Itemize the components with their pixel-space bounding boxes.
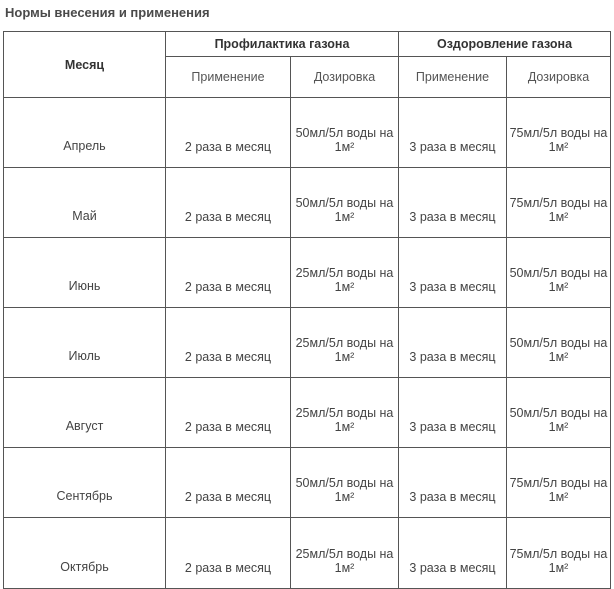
recovery-dosage-cell: 50мл/5л воды на 1м² [507, 378, 611, 448]
prevention-dosage-header: Дозировка [291, 57, 399, 98]
prevention-dosage-cell: 25мл/5л воды на 1м² [291, 238, 399, 308]
recovery-group-header: Оздоровление газона [399, 32, 611, 57]
prevention-usage-cell: 2 раза в месяц [166, 168, 291, 238]
table-body [4, 98, 611, 589]
header-row-groups [4, 32, 611, 57]
prevention-usage-cell: 2 раза в месяц [166, 98, 291, 168]
prevention-dosage-cell: 25мл/5л воды на 1м² [291, 308, 399, 378]
recovery-dosage-cell: 75мл/5л воды на 1м² [507, 448, 611, 518]
table-row [4, 98, 611, 168]
recovery-usage-cell: 3 раза в месяц [399, 448, 507, 518]
recovery-usage-cell: 3 раза в месяц [399, 378, 507, 448]
prevention-usage-cell: 2 раза в месяц [166, 378, 291, 448]
month-cell: Сентябрь [4, 448, 166, 518]
table-row [4, 518, 611, 589]
table-row [4, 168, 611, 238]
month-cell: Май [4, 168, 166, 238]
recovery-dosage-cell: 50мл/5л воды на 1м² [507, 238, 611, 308]
prevention-usage-cell: 2 раза в месяц [166, 518, 291, 589]
page-title: Нормы внесения и применения [5, 5, 210, 20]
prevention-dosage-cell: 50мл/5л воды на 1м² [291, 448, 399, 518]
month-cell: Август [4, 378, 166, 448]
prevention-dosage-cell: 50мл/5л воды на 1м² [291, 98, 399, 168]
recovery-dosage-header: Дозировка [507, 57, 611, 98]
recovery-dosage-cell: 75мл/5л воды на 1м² [507, 168, 611, 238]
recovery-usage-cell: 3 раза в месяц [399, 168, 507, 238]
prevention-usage-cell: 2 раза в месяц [166, 238, 291, 308]
application-norms-table [3, 31, 611, 589]
table-row [4, 448, 611, 518]
recovery-dosage-cell: 75мл/5л воды на 1м² [507, 518, 611, 589]
prevention-usage-header: Применение [166, 57, 291, 98]
prevention-group-header: Профилактика газона [166, 32, 399, 57]
month-column-header: Месяц [4, 32, 166, 98]
recovery-usage-cell: 3 раза в месяц [399, 98, 507, 168]
month-cell: Июль [4, 308, 166, 378]
prevention-dosage-cell: 50мл/5л воды на 1м² [291, 168, 399, 238]
prevention-dosage-cell: 25мл/5л воды на 1м² [291, 518, 399, 589]
recovery-usage-header: Применение [399, 57, 507, 98]
recovery-usage-cell: 3 раза в месяц [399, 308, 507, 378]
month-cell: Апрель [4, 98, 166, 168]
prevention-usage-cell: 2 раза в месяц [166, 308, 291, 378]
recovery-dosage-cell: 50мл/5л воды на 1м² [507, 308, 611, 378]
table-row [4, 378, 611, 448]
recovery-usage-cell: 3 раза в месяц [399, 238, 507, 308]
month-cell: Октябрь [4, 518, 166, 589]
recovery-dosage-cell: 75мл/5л воды на 1м² [507, 98, 611, 168]
table-row [4, 238, 611, 308]
table-row [4, 308, 611, 378]
prevention-usage-cell: 2 раза в месяц [166, 448, 291, 518]
table-header [4, 32, 611, 98]
prevention-dosage-cell: 25мл/5л воды на 1м² [291, 378, 399, 448]
recovery-usage-cell: 3 раза в месяц [399, 518, 507, 589]
month-cell: Июнь [4, 238, 166, 308]
